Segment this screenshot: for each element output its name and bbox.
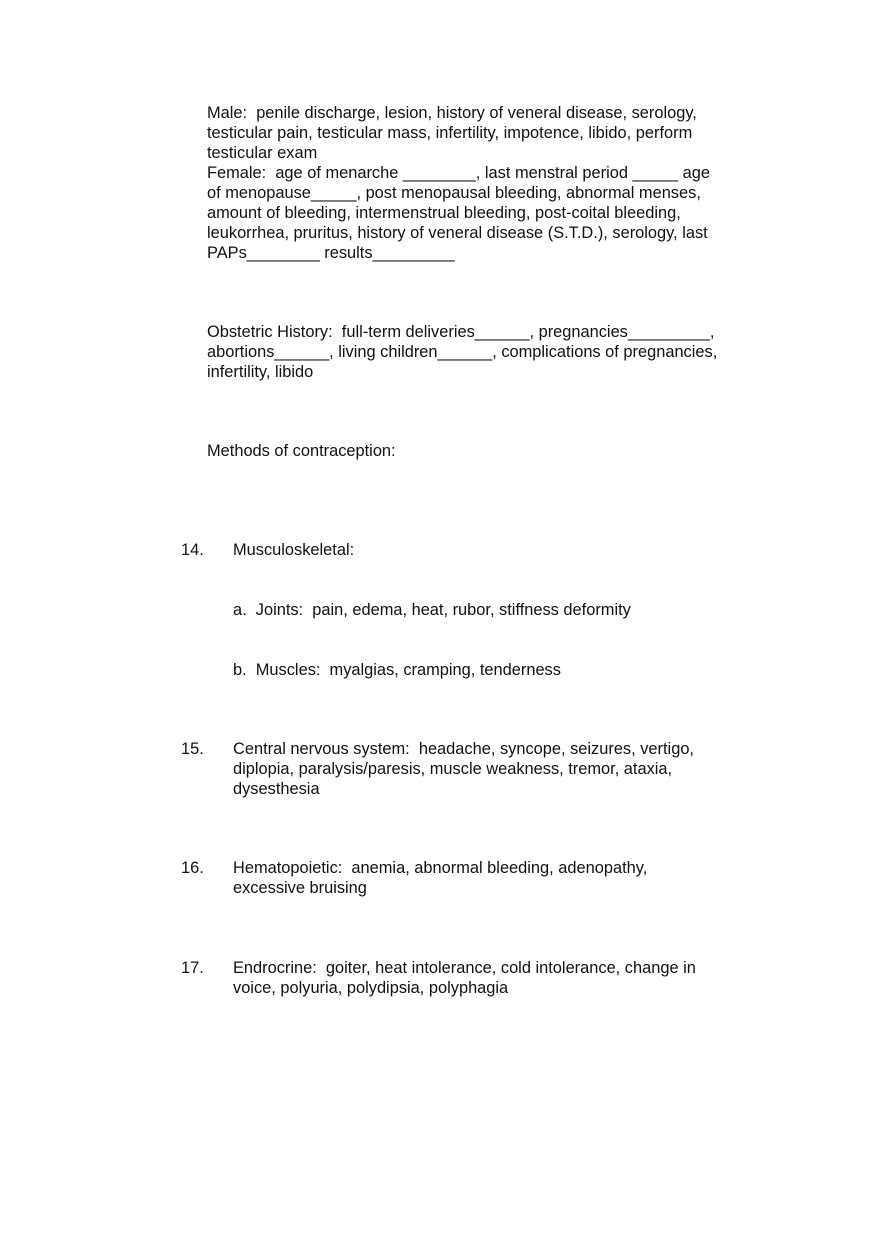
- central-nervous-system-paragraph: [233, 739, 753, 799]
- item-line: Endrocrine: goiter, heat intolerance, cold intolerance, change in: [233, 959, 696, 977]
- obstetric-line: abortions______, living children______, complications of pregnancies,: [207, 343, 718, 361]
- female-line: leukorrhea, pruritus, history of veneral disease (S.T.D.), serology, last: [207, 224, 708, 242]
- item-line: diplopia, paralysis/paresis, muscle weakness, tremor, ataxia,: [233, 760, 673, 778]
- hematopoietic-paragraph: [233, 858, 753, 898]
- female-line: PAPs________ results_________: [207, 244, 455, 262]
- item-number-15: 15.: [181, 740, 204, 758]
- musculoskeletal-heading: [233, 540, 753, 560]
- item-number-16: 16.: [181, 859, 204, 877]
- muscles-subitem: b. Muscles: myalgias, cramping, tenderness: [233, 661, 561, 679]
- female-line: Female: age of menarche ________, last menstral period _____ age: [207, 164, 710, 182]
- male-line: testicular exam: [207, 144, 318, 162]
- female-line: amount of bleeding, intermenstrual bleeding, post-coital bleeding,: [207, 204, 681, 222]
- item-line: excessive bruising: [233, 879, 367, 897]
- item-line: dysesthesia: [233, 780, 320, 798]
- endocrine-paragraph: [233, 958, 753, 998]
- item-line: Central nervous system: headache, syncope, seizures, vertigo,: [233, 740, 694, 758]
- male-history-paragraph: [207, 103, 752, 163]
- obstetric-line: infertility, libido: [207, 363, 314, 381]
- male-line: Male: penile discharge, lesion, history of veneral disease, serology,: [207, 104, 697, 122]
- male-line: testicular pain, testicular mass, infertility, impotence, libido, perform: [207, 124, 693, 142]
- contraception-heading: [207, 441, 752, 461]
- item-number-17: 17.: [181, 959, 204, 977]
- obstetric-line: Obstetric History: full-term deliveries______, pregnancies_________,: [207, 323, 715, 341]
- obstetric-history-paragraph: [207, 322, 752, 382]
- item-line: voice, polyuria, polydipsia, polyphagia: [233, 979, 509, 997]
- item-line: Hematopoietic: anemia, abnormal bleeding, adenopathy,: [233, 859, 648, 877]
- item-number-14: 14.: [181, 541, 204, 559]
- item-line: Musculoskeletal:: [233, 541, 355, 559]
- contraception-label: Methods of contraception:: [207, 442, 396, 460]
- joints-subitem: a. Joints: pain, edema, heat, rubor, stiffness deformity: [233, 601, 631, 619]
- female-history-paragraph: [207, 163, 752, 263]
- female-line: of menopause_____, post menopausal bleeding, abnormal menses,: [207, 184, 701, 202]
